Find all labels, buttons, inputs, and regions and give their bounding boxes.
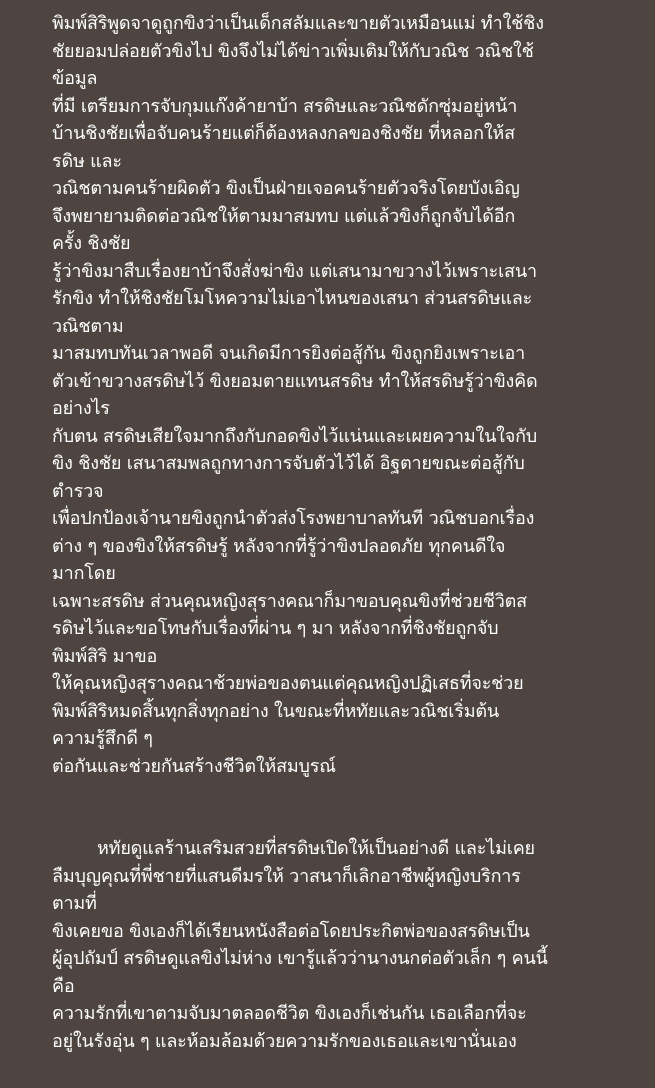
text-line: ต่าง ๆ ของขิงให้สรดิษรู้ หลังจากที่รู้ว่าขิงปลอดภัย ทุกคนดีใจ — [52, 535, 506, 557]
text-line: เพื่อปกป้องเจ้านายขิงถูกนำตัวส่งโรงพยาบาลทันที วณิชบอกเรื่อง — [52, 508, 535, 529]
text-line: จึงพยายามติดต่อวณิชให้ตามมาสมทบ แต่แล้วขิงก็ถูกจับได้อีก — [52, 205, 516, 227]
synopsis-paragraph-2 — [52, 835, 603, 1055]
text-line: พิมพ์สิริพูดจาดูถูกขิงว่าเป็นเด็กสลัมและขายตัวเหมือนแม่ ทำใช้ชิง — [52, 13, 544, 34]
text-line: พิมพ์สิริ มาขอ — [52, 645, 158, 667]
text-line: ตามที่ — [52, 893, 97, 914]
text-line: ขิงเคยขอ ขิงเองก็ได้เรียนหนังสือต่อโดยประกิตพ่อของสรดิษเป็น — [52, 920, 530, 942]
text-line: ผู้อุปถัมป์ สรดิษดูแลขิงไม่ห่าง เขารู้แล้วว่านางนกต่อตัวเล็ก ๆ คนนี้ — [52, 948, 548, 969]
text-line: ขิง ชิงชัย เสนาสมพลถูกทางการจับตัวไว้ได้ อิฐตายขณะต่อสู้กับ — [52, 453, 525, 474]
text-line: ข้อมูล — [52, 68, 98, 89]
text-line: วณิชตาม — [52, 315, 124, 337]
text-line: วณิชตามคนร้ายผิดตัว ขิงเป็นฝ่ายเจอคนร้ายตัวจริงโดยบังเอิญ — [52, 178, 520, 199]
text-line: ลืมบุญคุณที่พี่ชายที่แสนดีมรให้ วาสนาก็เลิกอาชีพผู้หญิงบริการ — [52, 865, 521, 887]
synopsis-paragraph-1 — [52, 10, 603, 780]
text-line: ตัวเข้าขวางสรดิษไว้ ขิงยอมตายแทนสรดิษ ทำให้สรดิษรู้ว่าขิงคิด — [52, 370, 538, 392]
text-line: อย่างไร — [52, 398, 110, 419]
text-line: พิมพ์สิริหมดสิ้นทุกสิ่งทุกอย่าง ในขณะที่หทัยและวณิชเริ่มต้น — [52, 700, 499, 722]
text-line: ตำรวจ — [52, 480, 104, 502]
text-line: ต่อกันและช่วยกันสร้างชีวิตให้สมบูรณ์ — [52, 755, 336, 777]
text-line: คือ — [52, 975, 75, 997]
text-line: รดิษ และ — [52, 150, 122, 172]
text-line: ชัยยอมปล่อยตัวขิงไป ขิงจึงไม่ได้ข่าวเพิ่มเติมให้กับวณิช วณิชใช้ — [52, 40, 534, 62]
text-line: มากโดย — [52, 563, 116, 584]
text-line: รดิษไว้และขอโทษกับเรื่องที่ผ่าน ๆ มา หลังจากที่ชิงชัยถูกจับ — [52, 618, 499, 639]
text-line: อยู่ในรังอุ่น ๆ และห้อมล้อมด้วยความรักของเธอและเขานั่นเอง — [52, 1030, 517, 1052]
text-line: ให้คุณหญิงสุรางคณาช้วยพ่อของตนแต่คุณหญิงปฏิเสธที่จะช่วย — [52, 673, 524, 694]
text-line: กับตน สรดิษเสียใจมากถึงกับกอดขิงไว้แน่นและเผยความในใจกับ — [52, 425, 538, 447]
text-line: เฉพาะสรดิษ ส่วนคุณหญิงสุรางคณาก็มาขอบคุณขิงที่ช่วยชีวิตส — [52, 590, 527, 612]
text-line: หทัยดูแลร้านเสริมสวยที่สรดิษเปิดให้เป็นอย่างดี และไม่เคย — [97, 838, 535, 859]
text-line: ที่มี เตรียมการจับกุมแก๊งค้ายาบ้า สรดิษและวณิชดักซุ่มอยู่หน้า — [52, 95, 518, 117]
text-line: ครั้ง ชิงชัย — [52, 233, 131, 254]
text-line: บ้านชิงชัยเพื่อจับคนร้ายแต่ก็ต้องหลงกลของชิงชัย ที่หลอกให้ส — [52, 123, 515, 144]
text-line: รู้ว่าขิงมาสืบเรื่องยาบ้าจึงสั่งฆ่าขิง แต่เสนามาขวางไว้เพราะเสนา — [52, 260, 537, 282]
text-line: ความรักที่เขาตามจับมาตลอดชีวิต ขิงเองก็เช่นกัน เธอเลือกที่จะ — [52, 1003, 527, 1024]
text-line: ความรู้สึกดี ๆ — [52, 728, 153, 749]
text-line: มาสมทบทันเวลาพอดี จนเกิดมีการยิงต่อสู้กัน ขิงถูกยิงเพราะเอา — [52, 343, 526, 364]
paragraph-spacer — [52, 780, 603, 835]
text-line: รักขิง ทำให้ชิงชัยโมโหความไม่เอาไหนของเสนา ส่วนสรดิษและ — [52, 288, 533, 309]
